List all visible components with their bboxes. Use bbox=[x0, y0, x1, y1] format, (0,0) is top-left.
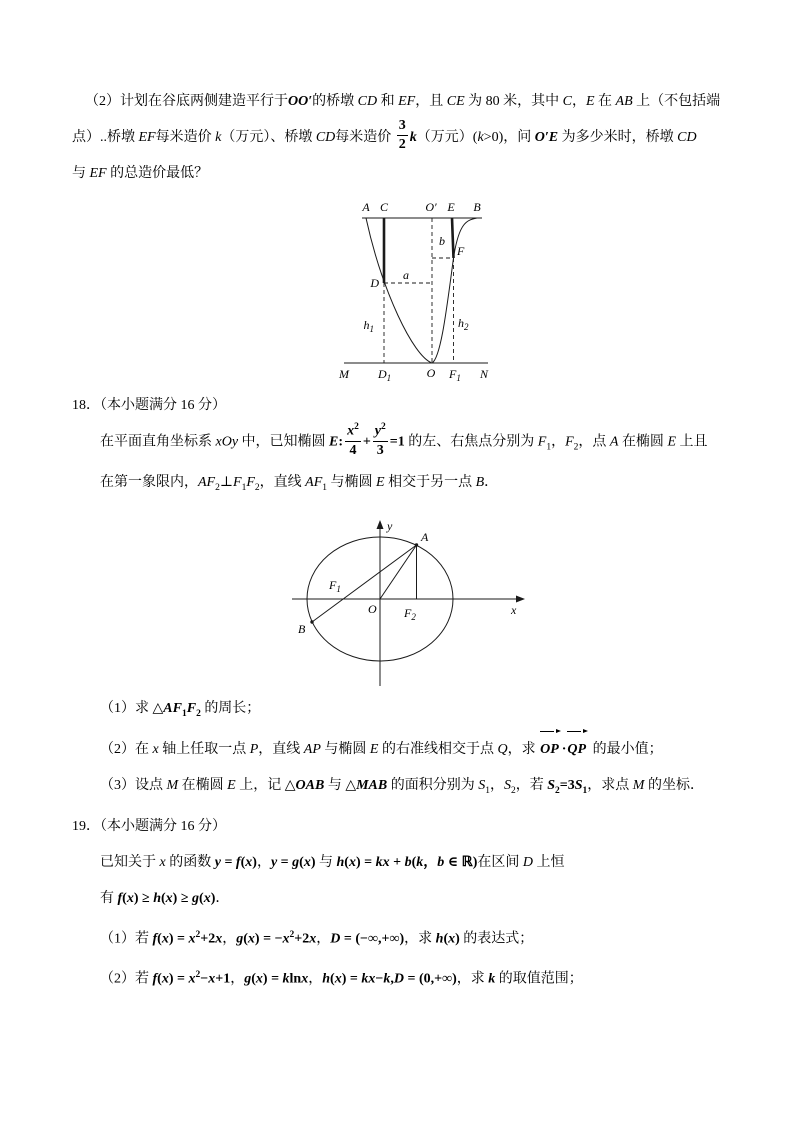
problem-18-question-1: （1）求 $\triangle AF_1F_2$ 的周长； bbox=[100, 701, 261, 720]
y-axis-arrow bbox=[377, 520, 384, 529]
ellipse-figure-svg bbox=[272, 514, 534, 689]
label-F2: $F_2$ bbox=[404, 606, 416, 623]
bridge-valley-figure bbox=[330, 196, 794, 386]
x-axis-arrow bbox=[516, 596, 525, 603]
label-F1: $F_1$ bbox=[329, 578, 341, 595]
problem-17-part2-line-2: 点）..桥墩 EF每米造价 k（万元）、桥墩 CD每米造价 $\frac{3}{2}$ k（万元）(k>0)，问 O′E 为多少米时，桥墩 CD bbox=[72, 118, 697, 153]
bridge-figure-svg bbox=[330, 196, 535, 386]
valley-curve bbox=[363, 218, 477, 363]
problem-18-heading: 18．（本小题满分 16 分） bbox=[72, 398, 226, 413]
pier-EF bbox=[452, 218, 454, 258]
problem-19-intro-line-1: 已知关于 x 的函数 y = f(x)，y = g(x) 与 h(x) = kx + b(k，b ∈ ℝ)在区间 D 上恒 bbox=[100, 854, 565, 870]
label-h2: $h_2$ bbox=[458, 316, 469, 332]
label-F: F bbox=[457, 244, 465, 258]
label-x-axis: x bbox=[511, 603, 517, 618]
problem-18-question-3: （3）设点 M 在椭圆 E 上，记 △OAB 与 △MAB 的面积分别为 $S_1$，$S_2$，若 $S_2=3S_1$，求点 M 的坐标． bbox=[100, 778, 704, 796]
label-F1-bottom: $F_1$ bbox=[449, 367, 461, 383]
problem-19-question-2: （2）若 $f(x) = x^2-x+1$，g(x) = klnx，h(x) = kx−k,D = (0,+∞)，求 k 的取值范围； bbox=[100, 970, 583, 988]
ellipse-labels bbox=[298, 519, 517, 636]
figure-labels bbox=[338, 200, 489, 383]
problem-19-question-1: （1）若 $f(x) = x^2+2x$，$g(x) = -x^2+2x$，D = (−∞,+∞)，求 h(x) 的表达式； bbox=[100, 929, 534, 947]
label-a: a bbox=[403, 268, 409, 282]
problem-18-intro-line-2: 在第一象限内，$AF_2\perp F_1F_2$，直线 $AF_1$ 与椭圆 E 相交于另一点 B． bbox=[100, 475, 499, 494]
label-A: A bbox=[362, 200, 370, 214]
label-M: M bbox=[339, 367, 349, 381]
label-y-axis: y bbox=[387, 519, 393, 534]
label-D1: $D_1$ bbox=[378, 367, 392, 383]
problem-19-intro-line-2: 有 f(x) ≥ h(x) ≥ g(x)． bbox=[100, 890, 230, 906]
figure-strokes bbox=[344, 218, 488, 363]
problem-18-intro-line-1: 在平面直角坐标系 xOy 中，已知椭圆 E: $\frac{x^2}{4}$ + $\frac{y^2}{3}$ =1 的左、右焦点分别为 $F_1$，$F_2$，点 A 在椭圆 E 上且 bbox=[100, 422, 708, 458]
label-b: b bbox=[439, 234, 445, 248]
point-A bbox=[415, 544, 418, 547]
label-C: C bbox=[379, 200, 389, 214]
label-h1: $h_1$ bbox=[363, 318, 374, 334]
label-B: B bbox=[473, 200, 481, 214]
ellipse-figure bbox=[272, 514, 794, 689]
label-O-prime: O′ bbox=[425, 200, 437, 214]
label-N: N bbox=[479, 367, 489, 381]
chord-B-A bbox=[312, 545, 417, 622]
label-point-A: A bbox=[421, 530, 429, 545]
ellipse-marks bbox=[310, 520, 525, 624]
label-origin: O bbox=[368, 602, 377, 617]
problem-17-part2-line-1: （2）计划在谷底两侧建造平行于OO′的桥墩 CD 和 EF，且 CE 为 80 米，其中 C，E 在 AB 上（不包括端 bbox=[85, 94, 721, 109]
label-point-B: B bbox=[298, 622, 306, 637]
problem-19-heading: 19．（本小题满分 16 分） bbox=[72, 818, 226, 834]
problem-17-part2-line-3: 与 EF 的总造价最低？ bbox=[72, 166, 209, 181]
label-E: E bbox=[447, 200, 455, 214]
segment-O-A bbox=[380, 545, 417, 599]
point-B bbox=[310, 621, 313, 624]
label-O: O bbox=[426, 366, 436, 380]
label-D: D bbox=[370, 276, 379, 290]
problem-18-question-2: （2）在 x 轴上任取一点 P，直线 AP 与椭圆 E 的右准线相交于点 Q，求 OP ·QP 的最小值； bbox=[100, 732, 794, 768]
